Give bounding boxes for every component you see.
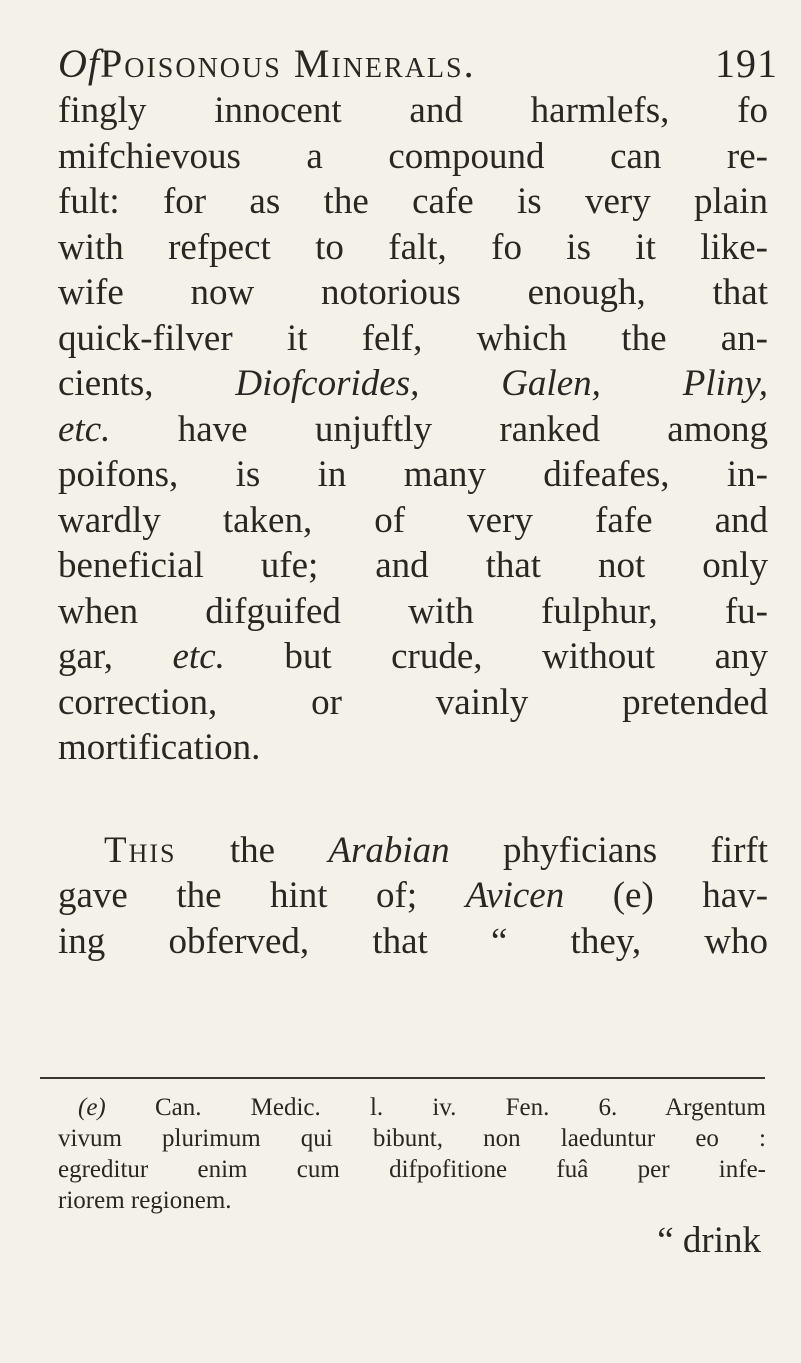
- text-line: fult: for as the cafe is very plain: [58, 181, 768, 222]
- text-line: poifons, is in many difeafes, in-: [58, 454, 768, 495]
- name-dioscorides: Diofcorides,: [235, 363, 420, 404]
- text-line: with refpect to falt, fo is it like-: [58, 226, 768, 268]
- paragraph-gap: [58, 771, 768, 828]
- italic-etc: etc.: [58, 408, 111, 450]
- footnote: [58, 1092, 766, 1216]
- footnote-line: egreditur enim cum difpofitione fuâ per infe-: [58, 1156, 766, 1183]
- page-number: 191: [715, 41, 778, 86]
- text-line: [58, 873, 768, 919]
- text-segment: gar,: [58, 636, 114, 677]
- text-line: correction, or vainly pretended: [58, 681, 768, 723]
- text-line: when difguifed with fulphur, fu-: [58, 590, 768, 632]
- text-line: wife now notorious enough, that: [58, 272, 768, 313]
- running-header: [58, 40, 778, 88]
- name-avicen: Avicen: [465, 875, 565, 916]
- header-title: Poisonous Minerals.: [100, 41, 476, 86]
- footnote-ref: (e): [612, 875, 654, 916]
- text-line: fingly innocent and harmlefs, fo: [58, 90, 768, 131]
- text-segment: hav-: [702, 875, 769, 916]
- text-segment: gave the hint of;: [58, 875, 418, 916]
- footnote-marker: (e): [78, 1094, 106, 1121]
- small-caps-this: This: [104, 829, 177, 871]
- text-segment: have unjuftly ranked among: [177, 408, 768, 450]
- text-line: [58, 634, 768, 680]
- text-line: [58, 828, 768, 874]
- text-line: wardly taken, of very fafe and: [58, 499, 768, 541]
- text-line: mortification.: [58, 727, 261, 768]
- header-of: Of: [58, 41, 100, 86]
- catchword: “ drink: [657, 1220, 761, 1261]
- footnote-rule: [40, 1077, 765, 1079]
- text-line: quick-filver it felf, which the an-: [58, 317, 768, 359]
- text-line: [58, 407, 768, 453]
- main-text: [58, 88, 768, 964]
- footnote-line: [58, 1092, 766, 1123]
- text-segment: Can. Medic. l. iv. Fen. 6. Argentum: [154, 1094, 766, 1121]
- text-segment: cients,: [58, 363, 154, 404]
- text-line: beneficial ufe; and that not only: [58, 545, 768, 586]
- footnote-line: riorem regionem.: [58, 1187, 232, 1214]
- name-galen: Galen,: [501, 363, 601, 404]
- text-segment: but crude, without any: [284, 636, 768, 677]
- text-segment: the: [229, 829, 276, 871]
- text-line: [58, 361, 768, 407]
- italic-etc: etc.: [172, 636, 225, 677]
- footnote-line: vivum plurimum qui bibunt, non laeduntur eo :: [58, 1125, 766, 1152]
- italic-arabian: Arabian: [328, 829, 450, 871]
- text-line: mifchievous a compound can re-: [58, 135, 768, 177]
- name-pliny: Pliny,: [682, 363, 769, 404]
- text-line: ing obferved, that “ they, who: [58, 920, 768, 962]
- text-segment: phyficians firft: [503, 829, 769, 871]
